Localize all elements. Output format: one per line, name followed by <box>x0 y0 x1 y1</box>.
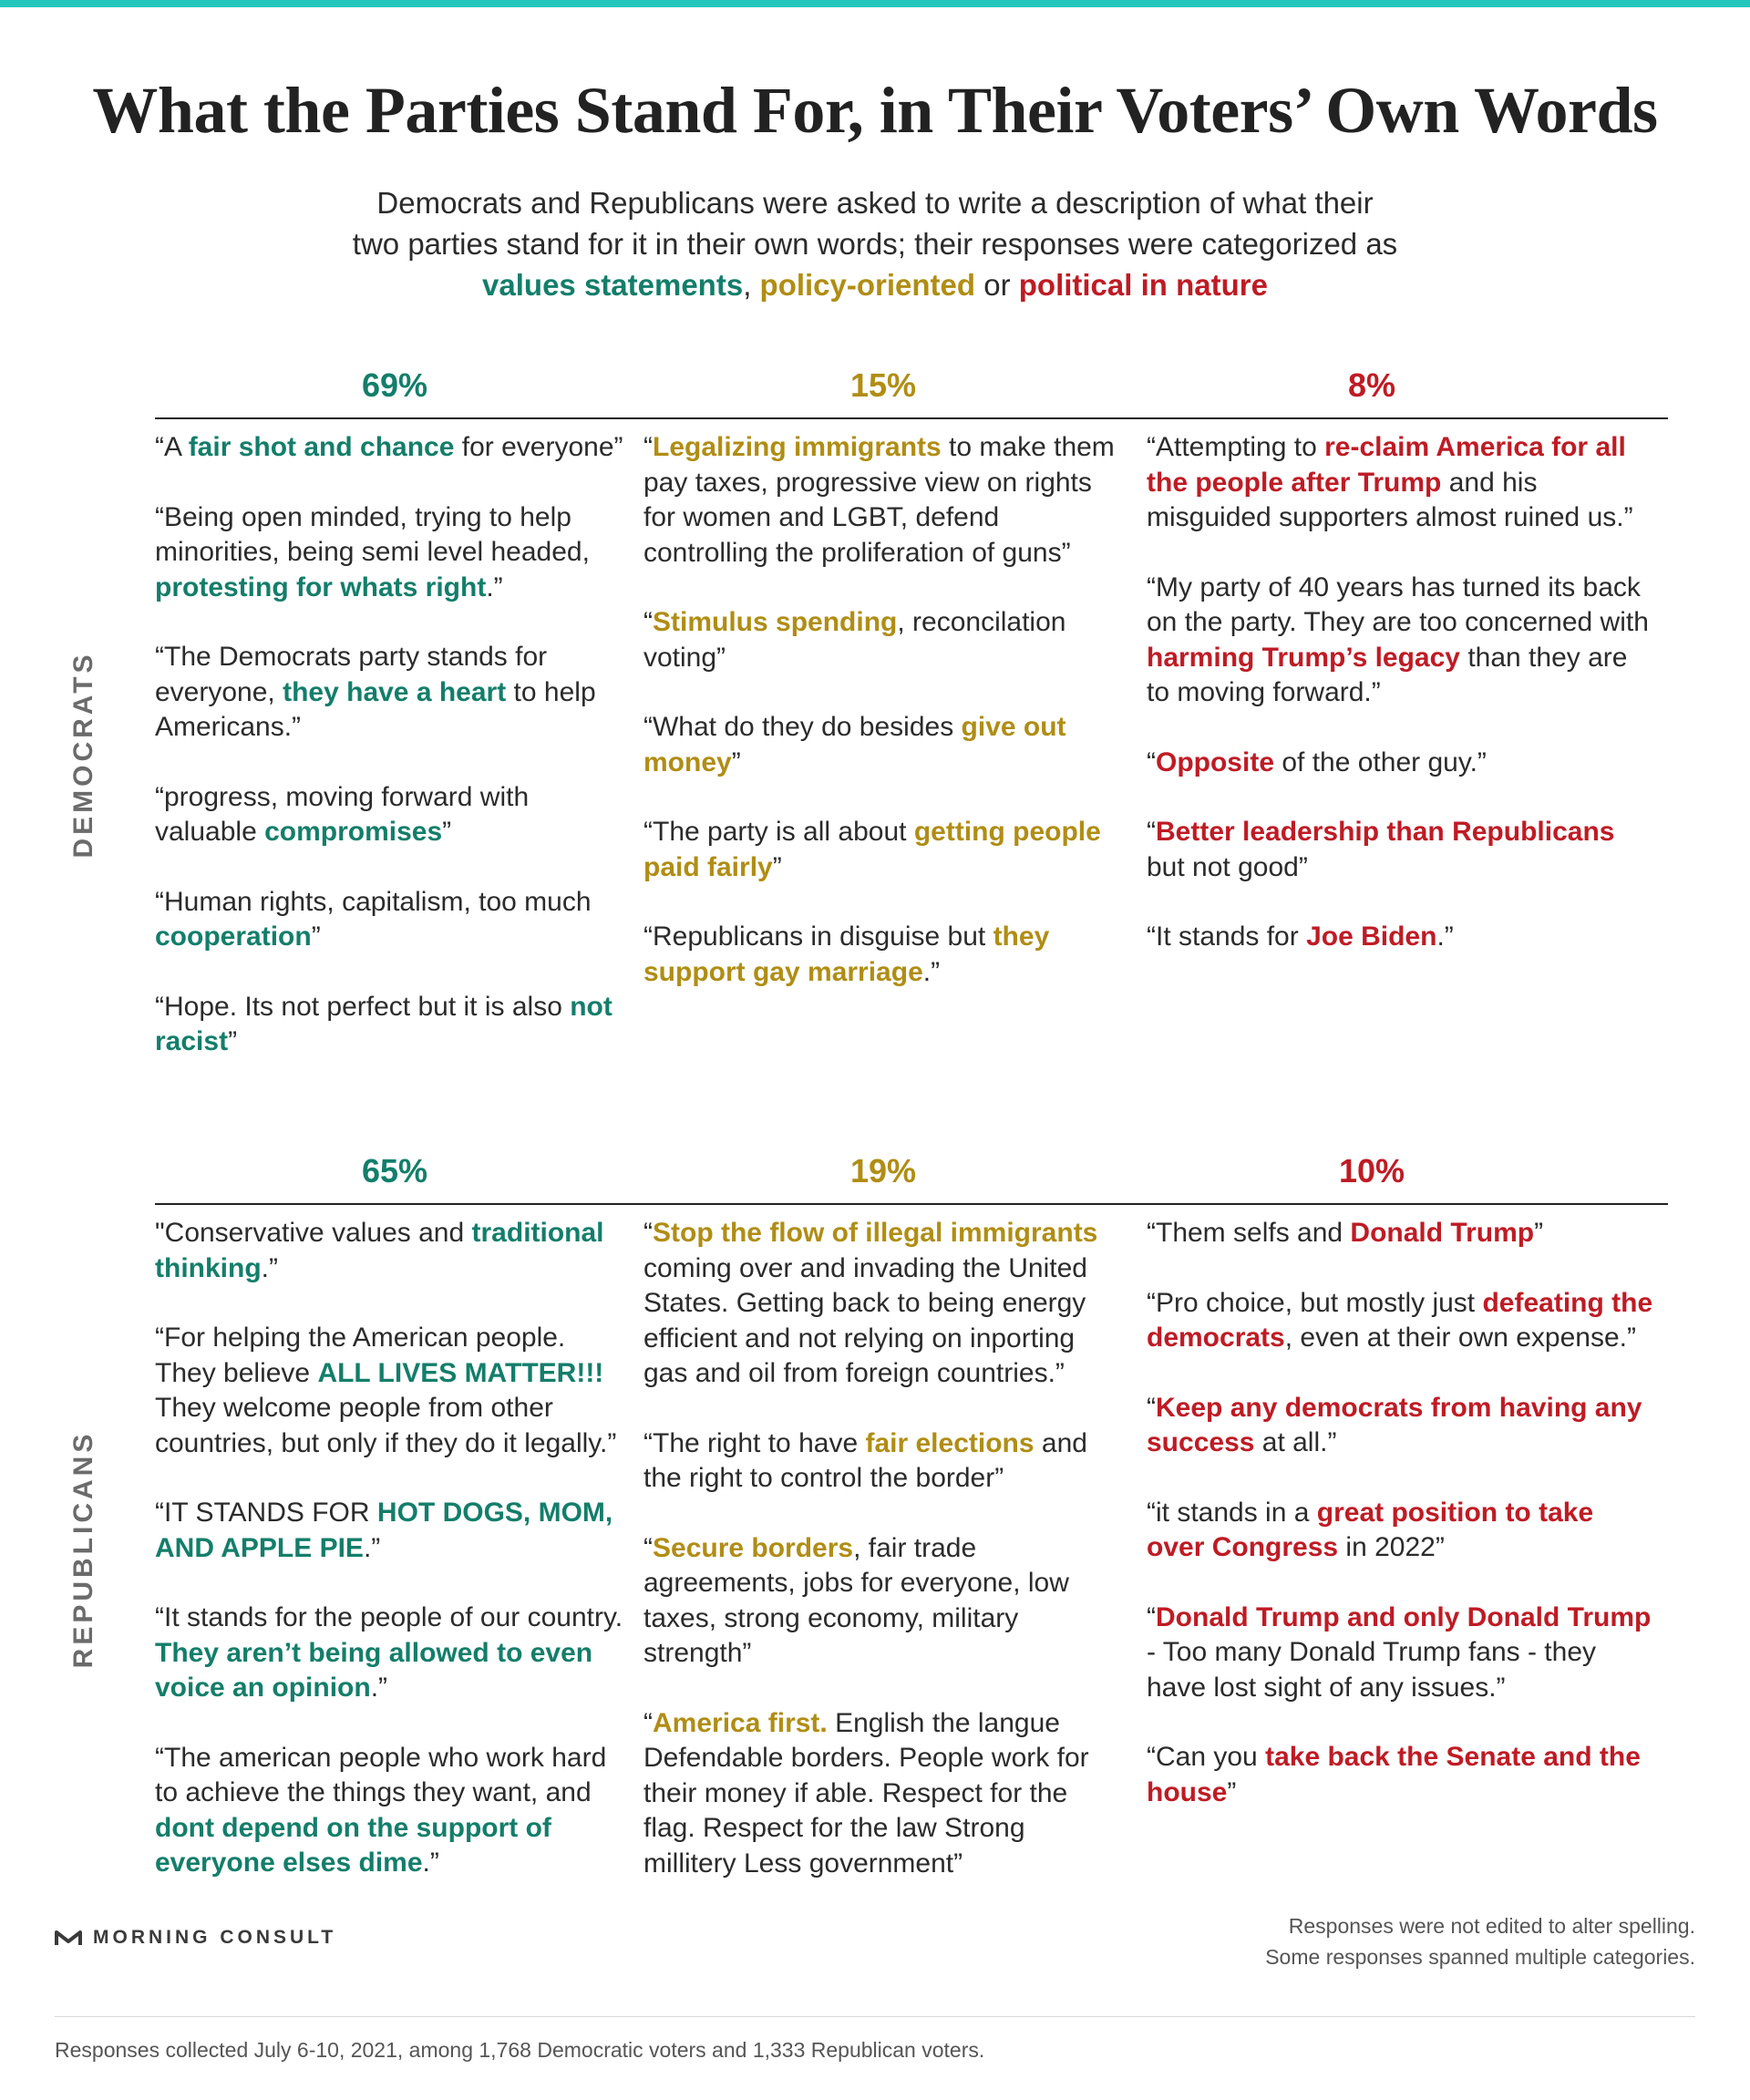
quote-text: ” <box>772 851 782 882</box>
quote-text: , even at their own expense.” <box>1284 1323 1636 1353</box>
quote <box>155 640 629 746</box>
quote <box>155 1321 629 1461</box>
quote <box>1147 430 1657 536</box>
quote-highlight: Stop the flow of illegal immigrants <box>653 1218 1098 1248</box>
democrats-values-percent: 69% <box>361 366 428 404</box>
footer-divider <box>55 2016 1695 2017</box>
quote-text: “IT STANDS FOR <box>155 1498 377 1528</box>
quote-text: “It stands for the people of our country. <box>155 1602 623 1632</box>
quote-text: “Can you <box>1147 1742 1266 1772</box>
quote-highlight: compromises <box>264 817 443 847</box>
quote <box>1147 1496 1657 1566</box>
quote-highlight: Secure borders <box>653 1532 854 1563</box>
quote <box>643 710 1117 780</box>
quote-text: “Attempting to <box>1147 432 1325 462</box>
quote-text: “progress, moving forward with valuable <box>155 781 530 847</box>
quote-text: and his misguided supporters almost ruined us.” <box>1147 467 1633 532</box>
quote-text: “ <box>1147 746 1156 777</box>
page-title: What the Parties Stand For, in Their Voters’ Own Words <box>92 74 1658 147</box>
quote-highlight: not racist <box>155 991 612 1056</box>
quote-highlight: traditional thinking <box>155 1218 604 1283</box>
quote-highlight: defeating the democrats <box>1147 1287 1653 1353</box>
quote-highlight: Legalizing immigrants <box>653 432 942 462</box>
quote-text: “The american people who work hard to achieve the things they want, and <box>155 1742 607 1807</box>
quote-highlight: fair shot and chance <box>188 432 455 462</box>
quote <box>1147 1740 1657 1810</box>
quote <box>155 500 629 606</box>
quote-highlight: Stimulus spending <box>653 607 898 637</box>
democrats-section <box>0 363 1750 1128</box>
quote-text: .” <box>261 1252 278 1283</box>
quote <box>1147 1601 1657 1706</box>
quote-highlight: Donald Trump <box>1350 1218 1535 1248</box>
quote-text: English the langue Defendable borders. People work for their money if able. Respect for the flag. Respect for the law Strong millitery Less government” <box>643 1707 1089 1879</box>
quote-text: and the right to control the border” <box>643 1427 1087 1493</box>
quote-highlight: great position to take over Congress <box>1147 1497 1594 1562</box>
quote <box>643 430 1117 571</box>
quote-text: “ <box>643 1532 653 1563</box>
republicans-policy-percent: 19% <box>849 1152 917 1189</box>
quote-text: than they are to moving forward.” <box>1147 642 1628 707</box>
legend-values: values statements <box>482 268 744 302</box>
quote-text: “it stands in a <box>1147 1497 1317 1528</box>
quote-highlight: protesting for whats right <box>155 571 487 602</box>
quote-text: .” <box>422 1848 439 1878</box>
quote-text: “ <box>1147 817 1156 847</box>
quote-highlight: dont depend on the support of everyone elses dime <box>155 1812 551 1878</box>
subtitle <box>219 182 1531 305</box>
quote <box>643 1216 1117 1392</box>
quote-text: “Them selfs and <box>1147 1218 1351 1248</box>
quote-highlight: They aren’t being allowed to even voice an opinion <box>155 1637 593 1703</box>
quote-text: “Hope. Its not perfect but it is also <box>155 991 571 1022</box>
quote-text: , fair trade agreements, jobs for everyone, low taxes, strong economy, military strength” <box>643 1532 1069 1668</box>
quote <box>643 605 1117 675</box>
quote-highlight: take back the Senate and the house <box>1147 1742 1641 1807</box>
quote <box>643 920 1117 990</box>
subtitle-legend <box>219 264 1531 305</box>
quote-highlight: Keep any democrats from having any success <box>1147 1392 1642 1457</box>
quote-highlight: fair elections <box>865 1427 1035 1458</box>
section-divider <box>155 417 1668 419</box>
subtitle-line-1: Democrats and Republicans were asked to write a description of what their <box>376 186 1374 220</box>
quote <box>1147 1286 1657 1356</box>
quote-highlight: Opposite <box>1156 746 1275 777</box>
quote-highlight: Donald Trump and only Donald Trump <box>1156 1601 1652 1632</box>
quote <box>155 885 629 955</box>
quote-text: “What do they do besides <box>643 712 962 742</box>
democrats-label: DEMOCRATS <box>68 651 98 859</box>
quote-text: ” <box>1227 1776 1237 1807</box>
quote <box>155 1601 629 1706</box>
republicans-political-quotes <box>1147 1216 1657 1845</box>
morning-consult-logo <box>55 1927 336 1949</box>
quote-highlight: harming Trump’s legacy <box>1147 642 1460 673</box>
quote <box>1147 920 1657 955</box>
logo-text: MORNING CONSULT <box>93 1927 337 1948</box>
morning-consult-logo-icon <box>55 1929 82 1947</box>
quote-text: .” <box>486 571 503 602</box>
top-accent-bar <box>0 0 1750 7</box>
democrats-policy-quotes <box>643 430 1117 1024</box>
quote-highlight: ALL LIVES MATTER!!! <box>317 1357 604 1388</box>
republicans-values-quotes <box>155 1216 629 1916</box>
quote-highlight: HOT DOGS, MOM, AND APPLE PIE <box>155 1498 613 1563</box>
quote-text: for everyone” <box>454 432 623 462</box>
quote-text: “My party of 40 years has turned its back on the party. They are too concerned with <box>1147 571 1649 637</box>
quote-text: “ <box>1147 1601 1156 1632</box>
quote-text: “Pro choice, but mostly just <box>1147 1287 1483 1318</box>
quote-text: "Conservative values and <box>155 1218 472 1248</box>
quote <box>155 780 629 850</box>
quote-text: “The right to have <box>643 1427 866 1458</box>
democrats-political-quotes <box>1147 430 1657 990</box>
quote <box>643 1706 1117 1882</box>
democrats-values-quotes <box>155 430 629 1095</box>
republicans-values-percent: 65% <box>361 1152 428 1189</box>
editorial-notes <box>1057 1910 1695 1972</box>
legend-policy: policy-oriented <box>759 268 976 302</box>
quote-text: “Human rights, capitalism, too much <box>155 886 592 917</box>
quote-text: at all.” <box>1254 1427 1337 1457</box>
quote-text: “ <box>1147 1392 1156 1423</box>
quote-text: .” <box>363 1532 381 1563</box>
quote-text: ” <box>228 1026 238 1056</box>
quote-text: “The party is all about <box>643 817 914 847</box>
quote-highlight: getting people paid fairly <box>643 817 1101 882</box>
section-divider <box>155 1203 1668 1205</box>
quote-highlight: America first. <box>653 1707 828 1738</box>
subtitle-line-2: two parties stand for it in their own words; their responses were categorized as <box>352 227 1398 261</box>
quote <box>643 815 1117 885</box>
quote <box>155 990 629 1060</box>
quote-highlight: Joe Biden <box>1306 921 1437 952</box>
quote-text: .” <box>370 1673 388 1703</box>
quote-text: “ <box>643 1707 653 1738</box>
quote <box>1147 1216 1657 1251</box>
quote-highlight: cooperation <box>155 921 312 952</box>
quote-highlight: re-claim America for all the people after Trump <box>1147 432 1626 498</box>
quote <box>155 1741 629 1881</box>
quote-text: , reconcilation voting” <box>643 607 1066 673</box>
quote <box>1147 746 1657 781</box>
quote <box>155 1216 629 1286</box>
quote-text: “Republicans in disguise but <box>643 921 993 952</box>
quote-text: coming over and invading the United States. Getting back to being energy efficient and not relying on inporting gas and oil from foreign countries.” <box>643 1252 1087 1388</box>
legend-political: political in nature <box>1018 268 1268 302</box>
quote-text: but not good” <box>1147 851 1308 882</box>
quote <box>643 1531 1117 1672</box>
quote <box>155 1496 629 1566</box>
quote-highlight: they have a heart <box>283 676 507 707</box>
quote-highlight: Better leadership than Republicans <box>1156 817 1615 847</box>
quote-text: “It stands for <box>1147 921 1307 952</box>
quote-text: They welcome people from other countries, but only if they do it legally.” <box>155 1393 617 1458</box>
quote-text: ” <box>731 746 741 777</box>
quote-highlight: they support gay marriage <box>643 921 1050 987</box>
quote-text: to make them pay taxes, progressive view on rights for women and LGBT, defend controlling the proliferation of guns” <box>643 432 1115 568</box>
democrats-political-percent: 8% <box>1347 366 1396 404</box>
footer-source: Responses collected July 6-10, 2021, among 1,768 Democratic voters and 1,333 Republican voters. <box>55 2038 985 2062</box>
quote-text: ” <box>442 817 452 847</box>
quote <box>155 430 629 466</box>
republicans-policy-quotes <box>643 1216 1117 1916</box>
quote-text: to help Americans.” <box>155 676 596 742</box>
quote-text: of the other guy.” <box>1274 746 1487 777</box>
quote-text: “For helping the American people. They believe <box>155 1323 566 1388</box>
quote-text: ” <box>311 921 321 952</box>
quote <box>643 1426 1117 1497</box>
democrats-policy-percent: 15% <box>849 366 917 404</box>
legend-separator: , <box>743 268 760 302</box>
quote-text: - Too many Donald Trump fans - they have lost sight of any issues.” <box>1147 1637 1597 1703</box>
note-line-2: Some responses spanned multiple categories. <box>1265 1945 1695 1969</box>
quote-highlight: give out money <box>643 712 1066 777</box>
quote-text: “ <box>643 1218 653 1248</box>
quote <box>1147 571 1657 711</box>
quote <box>1147 1391 1657 1461</box>
republicans-section <box>0 1148 1750 1914</box>
quote-text: “Being open minded, trying to help minorities, being semi level headed, <box>155 501 590 567</box>
quote-text: “ <box>643 432 653 462</box>
quote-text: ” <box>1534 1218 1544 1248</box>
quote <box>1147 815 1657 885</box>
quote-text: .” <box>922 956 941 987</box>
quote-text: “A <box>155 432 189 462</box>
quote-text: in 2022” <box>1338 1532 1445 1562</box>
legend-separator: or <box>975 268 1019 302</box>
republicans-label: REPUBLICANS <box>68 1430 98 1669</box>
quote-text: .” <box>1436 921 1454 952</box>
quote-text: “ <box>643 607 653 637</box>
quote-text: “The Democrats party stands for everyone, <box>155 642 548 707</box>
note-line-1: Responses were not edited to alter spelling. <box>1288 1914 1695 1938</box>
republicans-political-percent: 10% <box>1338 1152 1405 1189</box>
